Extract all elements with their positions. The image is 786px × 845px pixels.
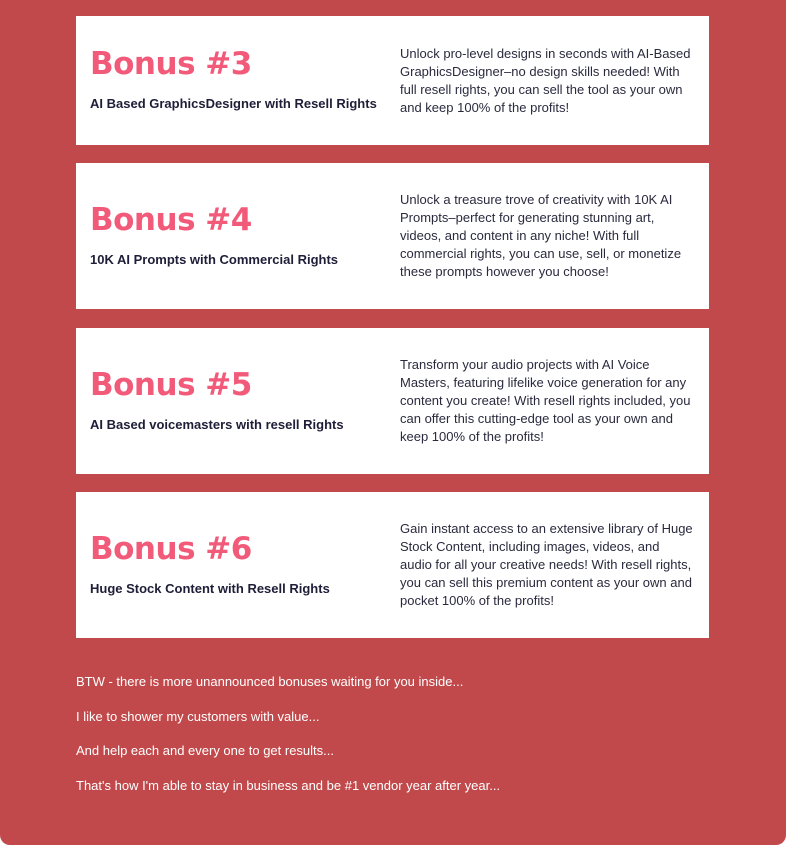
bonus-heading: Bonus #3 xyxy=(90,46,252,83)
footer-line: And help each and every one to get results... xyxy=(76,743,335,758)
bonus-card-left xyxy=(76,366,386,433)
bonus-card-left xyxy=(76,46,386,112)
bonus-card-left xyxy=(76,530,386,597)
bonus-card-5 xyxy=(76,328,709,474)
bonus-heading: Bonus #5 xyxy=(90,366,252,403)
bonus-name: AI Based GraphicsDesigner with Resell Rights xyxy=(90,96,377,112)
bonus-description: Unlock pro-level designs in seconds with AI-Based GraphicsDesigner–no design skills needed! With full resell rights, you can sell the tool as your own and keep 100% of the profits! xyxy=(400,45,691,115)
bonus-heading: Bonus #4 xyxy=(90,201,252,238)
bonus-description: Transform your audio projects with AI Voice Masters, featuring lifelike voice generation for any content you create! With resell rights included, you can offer this cutting-edge tool as your own and keep 100% of the profits! xyxy=(400,357,691,444)
bonus-heading: Bonus #6 xyxy=(90,530,252,567)
bonus-name: 10K AI Prompts with Commercial Rights xyxy=(90,251,339,267)
footer-line: That's how I'm able to stay in business and be #1 vendor year after year... xyxy=(76,778,501,793)
bonus-description: Gain instant access to an extensive library of Huge Stock Content, including images, videos, and audio for all your creative needs! With resell rights, you can sell this premium content as your own and pocket 100% of the profits! xyxy=(400,521,693,608)
bonus-name: Huge Stock Content with Resell Rights xyxy=(90,580,330,596)
bonus-name: AI Based voicemasters with resell Rights xyxy=(90,416,344,432)
bonus-card-4 xyxy=(76,163,709,309)
bonus-card-6 xyxy=(76,492,709,638)
footer-line: I like to shower my customers with value... xyxy=(76,709,320,724)
bonus-card-3 xyxy=(76,16,709,145)
bonus-card-left xyxy=(76,201,386,268)
bonus-description: Unlock a treasure trove of creativity with 10K AI Prompts–perfect for generating stunning art, videos, and content in any niche! With full commercial rights, you can use, sell, or monetize these prompts however you choose! xyxy=(400,192,682,279)
footer-line: BTW - there is more unannounced bonuses waiting for you inside... xyxy=(76,674,464,689)
